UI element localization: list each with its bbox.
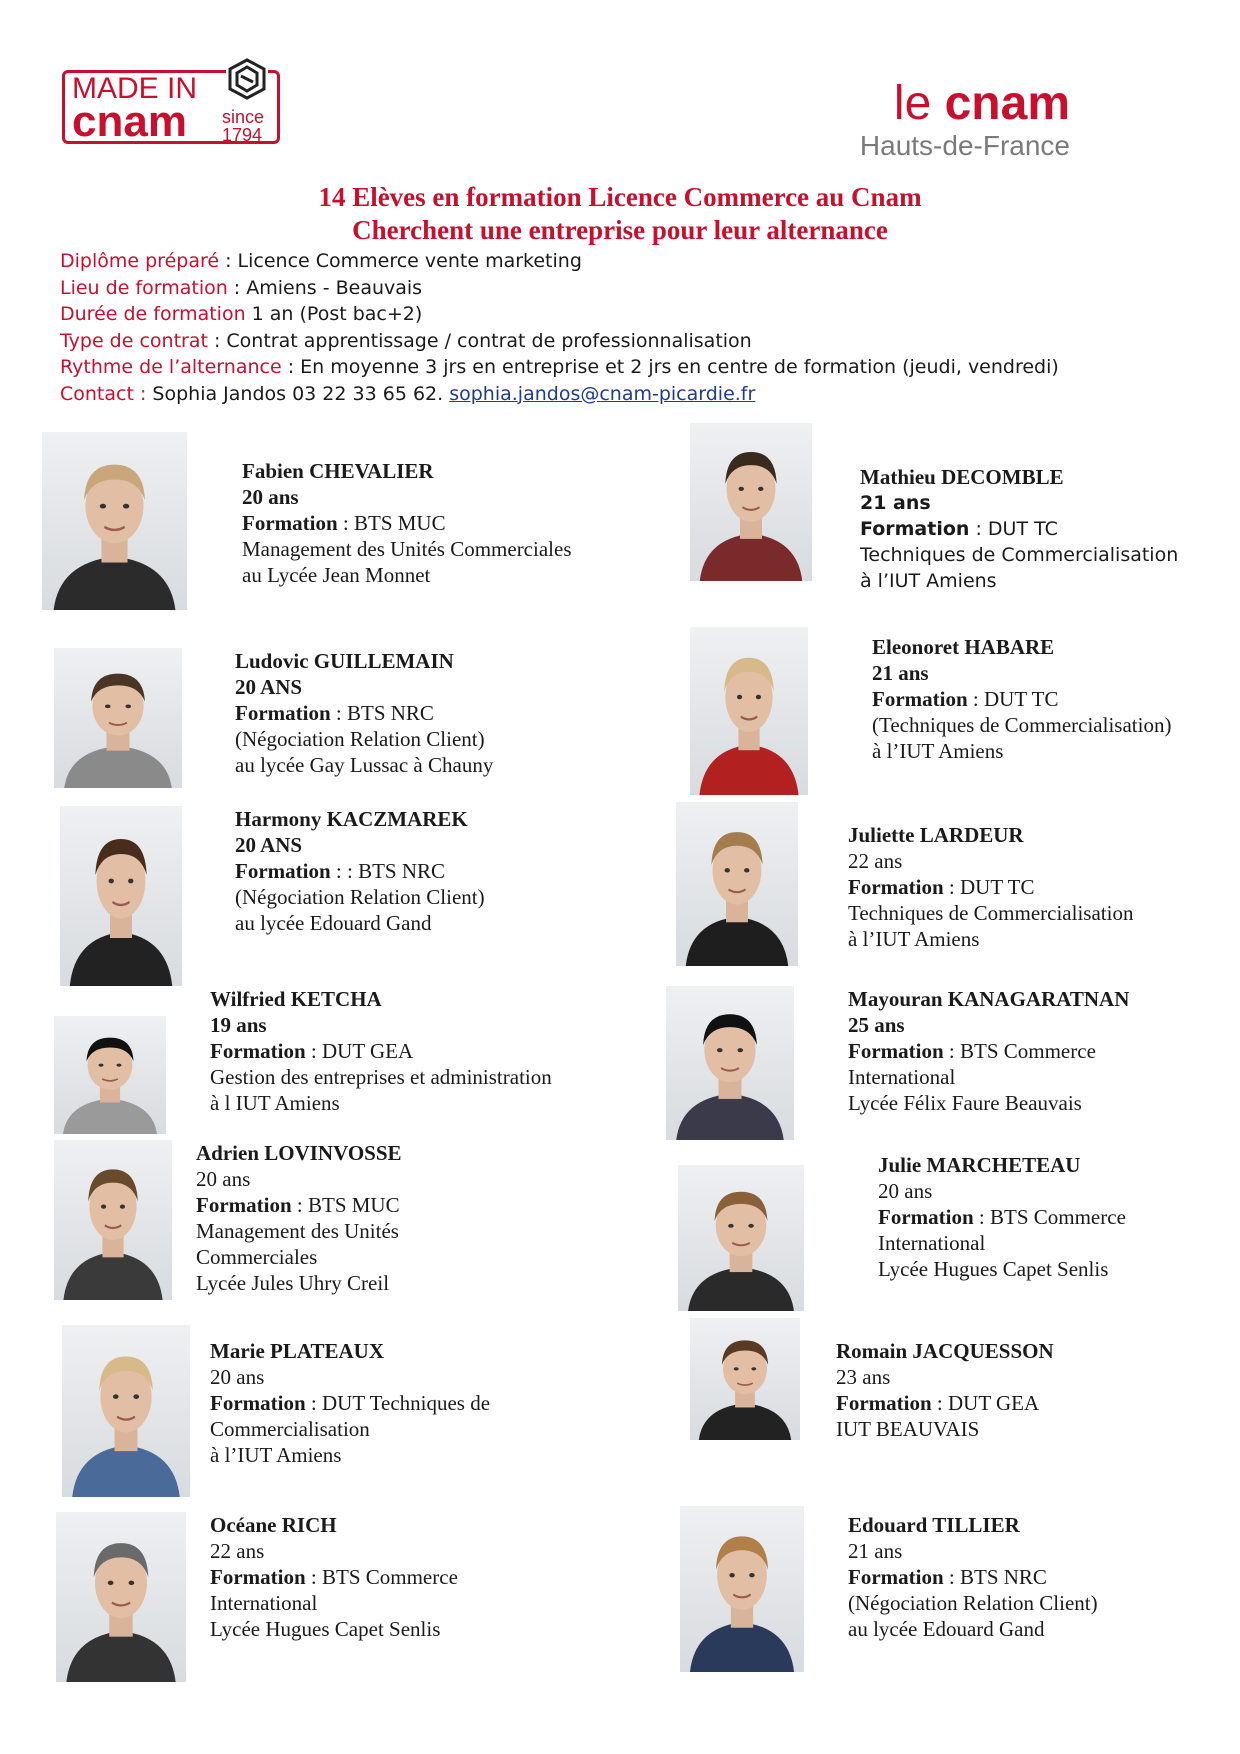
- student-detail-line: International: [878, 1231, 986, 1255]
- student-formation: Formation : BTS Commerce: [210, 1565, 458, 1589]
- student-detail-line: à l IUT Amiens: [210, 1091, 340, 1115]
- portrait-silhouette-icon: [54, 1016, 166, 1134]
- student-age: 21 ans: [860, 492, 931, 514]
- student-card: [210, 1338, 490, 1468]
- student-name: Romain JACQUESSON: [836, 1339, 1054, 1363]
- portrait-silhouette-icon: [62, 1325, 190, 1497]
- student-formation: Formation : DUT TC: [848, 875, 1035, 899]
- student-formation: Formation : BTS NRC: [235, 701, 434, 725]
- student-name: Julie MARCHETEAU: [878, 1153, 1081, 1177]
- student-age: 21 ans: [872, 661, 929, 685]
- student-formation: Formation : BTS NRC: [848, 1565, 1047, 1589]
- student-photo: [54, 648, 182, 788]
- student-detail-line: Techniques de Commercialisation: [848, 901, 1134, 925]
- student-detail-line: (Techniques de Commercialisation): [872, 713, 1172, 737]
- student-detail-line: Lycée Hugues Capet Senlis: [878, 1257, 1109, 1281]
- student-formation: Formation : BTS MUC: [242, 511, 446, 535]
- portrait-silhouette-icon: [678, 1165, 804, 1311]
- student-card: [872, 634, 1171, 764]
- student-age: 20 ans: [210, 1365, 265, 1389]
- student-name: Adrien LOVINVOSSE: [196, 1141, 402, 1165]
- student-card: [836, 1338, 1054, 1442]
- student-photo: [54, 1016, 166, 1134]
- portrait-silhouette-icon: [42, 432, 187, 610]
- student-detail-line: au lycée Edouard Gand: [848, 1617, 1045, 1641]
- logo-cnam-text: cnam: [72, 97, 187, 146]
- student-formation: Formation : DUT Techniques de: [210, 1391, 491, 1415]
- student-detail-line: Commerciales: [196, 1245, 318, 1269]
- page-subtitle: Cherchent une entreprise pour leur alternance: [352, 215, 888, 245]
- student-detail-line: Lycée Jules Uhry Creil: [196, 1271, 390, 1295]
- student-formation: Formation : BTS Commerce: [878, 1205, 1126, 1229]
- student-photo: [62, 1325, 190, 1497]
- portrait-silhouette-icon: [56, 1512, 186, 1682]
- student-formation: Formation : : BTS NRC: [235, 859, 446, 883]
- student-detail-line: Gestion des entreprises et administration: [210, 1065, 552, 1089]
- student-age: 22 ans: [210, 1539, 265, 1563]
- student-age: 25 ans: [848, 1013, 905, 1037]
- student-detail-line: Lycée Félix Faure Beauvais: [848, 1091, 1082, 1115]
- student-photo: [60, 806, 182, 986]
- student-detail-line: au Lycée Jean Monnet: [242, 563, 431, 587]
- portrait-silhouette-icon: [54, 648, 182, 788]
- student-detail-line: (Négociation Relation Client): [235, 727, 485, 751]
- student-detail-line: à l’IUT Amiens: [860, 570, 997, 592]
- page-title: 14 Elèves en formation Licence Commerce au Cnam: [318, 182, 922, 212]
- student-card: [860, 464, 1178, 594]
- student-age: 20 ANS: [235, 833, 303, 857]
- student-name: Marie PLATEAUX: [210, 1339, 384, 1363]
- logo-since-text: since 1794: [222, 107, 265, 145]
- portrait-silhouette-icon: [676, 802, 798, 966]
- student-card: [210, 986, 552, 1116]
- student-photo: [678, 1165, 804, 1311]
- info-duree: Durée de formation 1 an (Post bac+2): [60, 303, 423, 325]
- hexagon-badge-icon: [226, 58, 268, 100]
- student-age: 21 ans: [848, 1539, 903, 1563]
- student-formation: Formation : BTS Commerce: [848, 1039, 1096, 1063]
- student-photo: [54, 1140, 172, 1300]
- student-photo: [676, 802, 798, 966]
- student-detail-line: au lycée Gay Lussac à Chauny: [235, 753, 494, 777]
- student-name: Juliette LARDEUR: [848, 823, 1024, 847]
- region-text: Hauts-de-France: [859, 130, 1070, 161]
- student-age: 23 ans: [836, 1365, 891, 1389]
- student-card: [235, 648, 493, 778]
- student-photo: [680, 1506, 804, 1672]
- student-detail-line: International: [848, 1065, 956, 1089]
- portrait-silhouette-icon: [666, 986, 794, 1140]
- student-name: Ludovic GUILLEMAIN: [235, 649, 454, 673]
- training-info: [60, 248, 1059, 407]
- student-detail-line: (Négociation Relation Client): [235, 885, 485, 909]
- portrait-silhouette-icon: [54, 1140, 172, 1300]
- student-name: Fabien CHEVALIER: [242, 459, 434, 483]
- student-name: Edouard TILLIER: [848, 1513, 1020, 1537]
- student-detail-line: Techniques de Commercialisation: [860, 544, 1179, 566]
- student-detail-line: Commercialisation: [210, 1417, 370, 1441]
- student-name: Océane RICH: [210, 1513, 337, 1537]
- student-card: [848, 822, 1133, 952]
- info-type: Type de contrat : Contrat apprentissage / contrat de professionnalisation: [60, 329, 752, 352]
- student-age: 20 ans: [196, 1167, 251, 1191]
- student-formation: Formation : BTS MUC: [196, 1193, 400, 1217]
- le-cnam-wordmark: le cnam: [893, 77, 1070, 130]
- student-age: 20 ans: [242, 485, 299, 509]
- info-contact: Contact : Sophia Jandos 03 22 33 65 62. sophia.jandos@cnam-picardie.fr: [60, 382, 756, 405]
- student-age: 19 ans: [210, 1013, 267, 1037]
- student-formation: Formation : DUT GEA: [210, 1039, 414, 1063]
- student-name: Mathieu DECOMBLE: [860, 465, 1064, 489]
- student-name: Eleonoret HABARE: [872, 635, 1055, 659]
- portrait-silhouette-icon: [690, 423, 812, 581]
- student-detail-line: Management des Unités: [196, 1219, 399, 1243]
- student-card: [210, 1512, 458, 1642]
- student-detail-line: à l’IUT Amiens: [210, 1443, 342, 1467]
- student-age: 22 ans: [848, 849, 903, 873]
- student-card: [848, 1512, 1098, 1642]
- student-name: Mayouran KANAGARATNAN: [848, 987, 1130, 1011]
- student-detail-line: à l’IUT Amiens: [848, 927, 980, 951]
- student-photo: [42, 432, 187, 610]
- student-card: [196, 1140, 402, 1296]
- student-age: 20 ans: [878, 1179, 933, 1203]
- student-photo: [690, 423, 812, 581]
- portrait-silhouette-icon: [60, 806, 182, 986]
- student-formation: Formation : DUT TC: [872, 687, 1059, 711]
- student-card: [878, 1152, 1126, 1282]
- student-age: 20 ANS: [235, 675, 303, 699]
- info-diplome: Diplôme préparé : Licence Commerce vente marketing: [60, 250, 582, 272]
- info-lieu: Lieu de formation : Amiens - Beauvais: [60, 276, 423, 299]
- student-photo: [690, 1318, 800, 1440]
- student-detail-line: International: [210, 1591, 318, 1615]
- student-formation: Formation : DUT GEA: [836, 1391, 1040, 1415]
- student-card: [242, 458, 572, 588]
- info-rythme: Rythme de l’alternance : En moyenne 3 jrs en entreprise et 2 jrs en centre de formation (jeudi, vendredi): [60, 356, 1059, 378]
- le-cnam-logo: [859, 77, 1070, 164]
- student-detail-line: à l’IUT Amiens: [872, 739, 1004, 763]
- student-photo: [690, 627, 808, 795]
- student-detail-line: au lycée Edouard Gand: [235, 911, 432, 935]
- student-photo: [666, 986, 794, 1140]
- student-detail-line: IUT BEAUVAIS: [836, 1417, 980, 1441]
- student-formation: Formation : DUT TC: [860, 518, 1058, 540]
- made-in-cnam-logo: [62, 60, 282, 146]
- student-detail-line: (Négociation Relation Client): [848, 1591, 1098, 1615]
- portrait-silhouette-icon: [690, 627, 808, 795]
- student-card: [235, 806, 485, 936]
- student-name: Wilfried KETCHA: [210, 987, 382, 1011]
- student-name: Harmony KACZMAREK: [235, 807, 468, 831]
- student-detail-line: Management des Unités Commerciales: [242, 537, 572, 561]
- logo-made-in-text: MADE IN: [72, 72, 198, 105]
- portrait-silhouette-icon: [680, 1506, 804, 1672]
- student-card: [848, 986, 1129, 1116]
- student-photo: [56, 1512, 186, 1682]
- student-detail-line: Lycée Hugues Capet Senlis: [210, 1617, 441, 1641]
- contact-email-link[interactable]: sophia.jandos@cnam-picardie.fr: [449, 382, 756, 405]
- portrait-silhouette-icon: [690, 1318, 800, 1440]
